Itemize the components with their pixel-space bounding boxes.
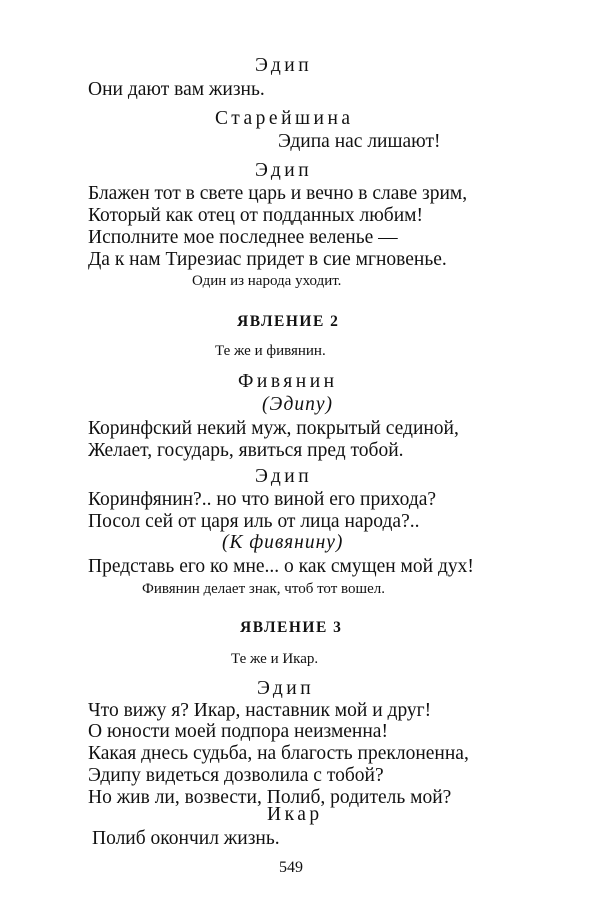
verse-line: Исполните мое последнее веленье — (88, 227, 398, 248)
speaker-icarus: Икар (267, 804, 323, 825)
verse-line: Какая днесь судьба, на благость преклоненна, (88, 743, 469, 764)
stage-aside: (Эдипу) (262, 394, 334, 415)
scene-cast: Те же и фивянин. (215, 343, 326, 359)
verse-line: Полиб окончил жизнь. (92, 828, 280, 849)
verse-line: Эдипу видеться дозволила с тобой? (88, 765, 384, 786)
stage-direction: Фивянин делает знак, чтоб тот вошел. (142, 581, 385, 597)
verse-line: Да к нам Тирезиас придет в сие мгновенье. (88, 249, 447, 270)
speaker-oedipus: Эдип (255, 55, 313, 76)
speaker-oedipus: Эдип (257, 678, 315, 699)
verse-line: Представь его ко мне... о как смущен мой дух! (88, 556, 474, 577)
stage-aside: (К фивянину) (222, 532, 344, 553)
verse-line: Блажен тот в свете царь и вечно в славе зрим, (88, 183, 468, 204)
verse-line: Посол сей от царя иль от лица народа?.. (88, 511, 420, 532)
verse-line: Коринфянин?.. но что виной его прихода? (88, 489, 437, 510)
verse-line: Но жив ли, возвести, Полиб, родитель мой? (88, 787, 452, 808)
verse-line: О юности моей подпора неизменна! (88, 721, 388, 742)
verse-line: Они дают вам жизнь. (88, 79, 265, 100)
verse-line: Желает, государь, явиться пред тобой. (88, 440, 404, 461)
verse-line: Который как отец от подданных любим! (88, 205, 423, 226)
verse-line: Что вижу я? Икар, наставник мой и друг! (88, 700, 432, 721)
scene-cast: Те же и Икар. (231, 651, 319, 667)
verse-line: Коринфский некий муж, покрытый сединой, (88, 418, 459, 439)
speaker-theban: Фивянин (238, 371, 338, 392)
verse-line: Эдипа нас лишают! (278, 131, 441, 152)
scene-heading: ЯВЛЕНИЕ 2 (237, 313, 340, 330)
page-number: 549 (279, 859, 303, 876)
speaker-oedipus: Эдип (255, 160, 313, 181)
speaker-oedipus: Эдип (255, 466, 313, 487)
scene-heading: ЯВЛЕНИЕ 3 (240, 619, 343, 636)
stage-direction: Один из народа уходит. (192, 273, 342, 289)
speaker-elder: Старейшина (215, 108, 354, 129)
